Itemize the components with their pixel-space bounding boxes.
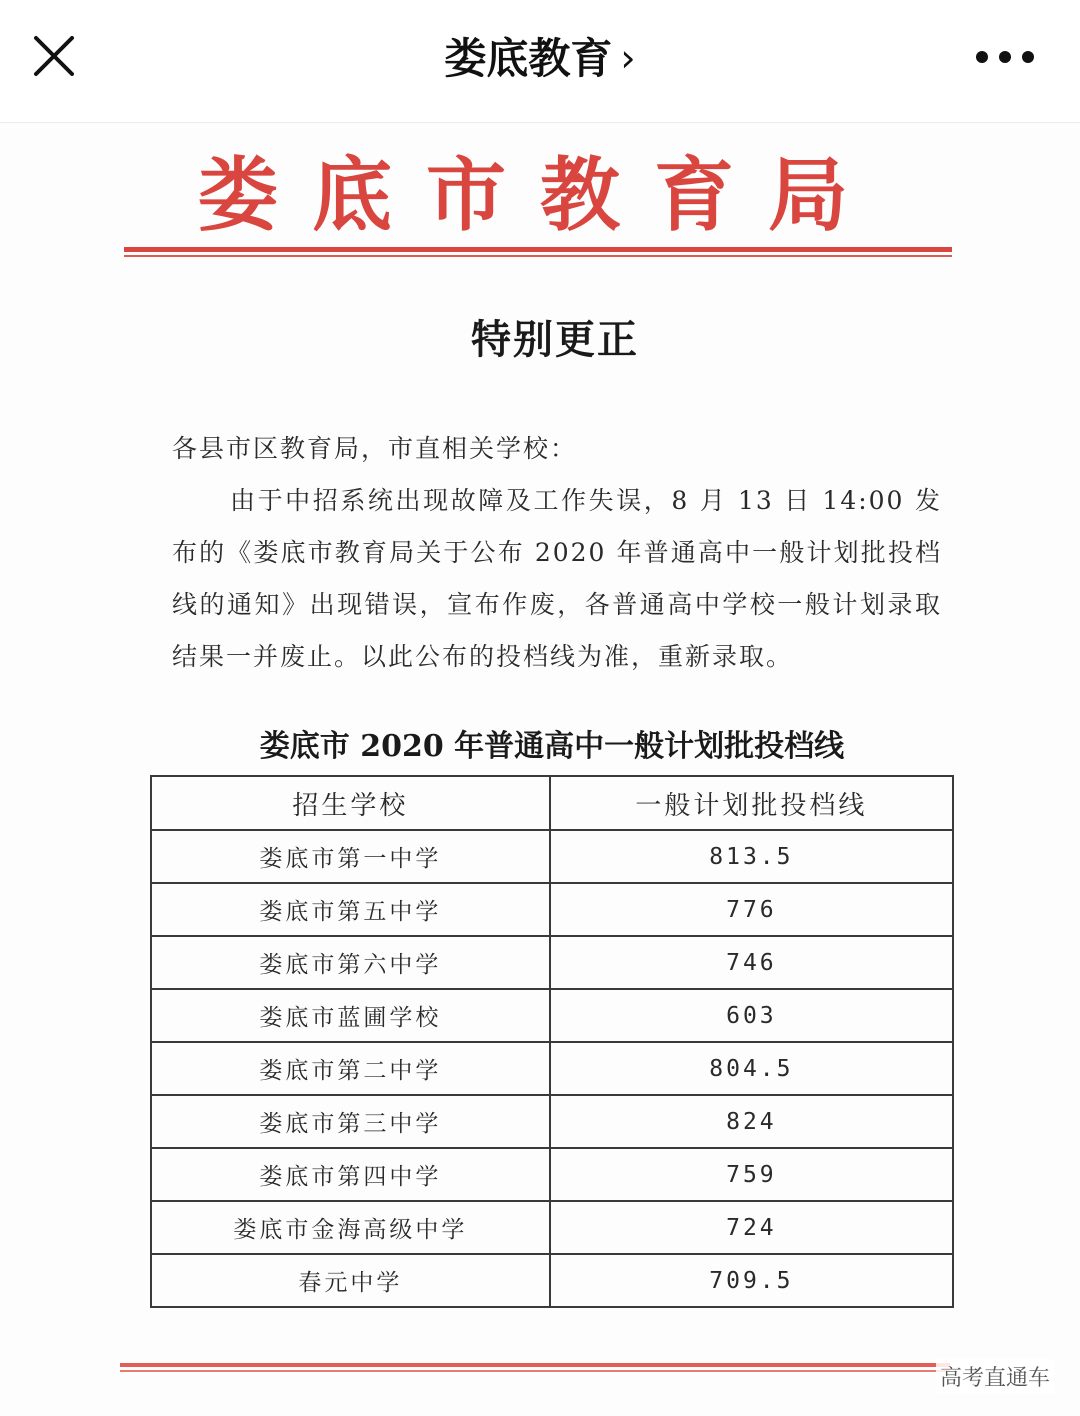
header-school: 招生学校 [151, 776, 550, 830]
score-value: 804.5 [550, 1042, 953, 1095]
school-name: 娄底市第四中学 [151, 1148, 550, 1201]
score-value: 813.5 [550, 830, 953, 883]
red-footer-rule [120, 1363, 950, 1373]
score-value: 724 [550, 1201, 953, 1254]
school-name: 娄底市第三中学 [151, 1095, 550, 1148]
red-header-rule [124, 247, 952, 259]
account-title-link[interactable] [0, 30, 1080, 87]
school-name: 春元中学 [151, 1254, 550, 1307]
salutation: 各县市区教育局，市直相关学校： [172, 434, 578, 463]
table-row [151, 1201, 953, 1254]
admission-score-table [150, 775, 954, 1308]
watermark: 高考直通车 [936, 1359, 1054, 1394]
school-name: 娄底市第五中学 [151, 883, 550, 936]
more-dots-icon[interactable] [974, 44, 1036, 70]
table-row [151, 1148, 953, 1201]
account-name: 娄底教育 [444, 34, 613, 83]
table-row [151, 989, 953, 1042]
header-score: 一般计划批投档线 [550, 776, 953, 830]
score-value: 776 [550, 883, 953, 936]
table-row [151, 830, 953, 883]
document-image [0, 123, 1080, 1416]
table-row [151, 1042, 953, 1095]
school-name: 娄底市蓝圃学校 [151, 989, 550, 1042]
table-row [151, 883, 953, 936]
notice-paragraph: 由于中招系统出现故障及工作失误，8 月 13 日 14:00 发布的《娄底市教育局关于公布 2020 年普通高中一般计划批投档线的通知》出现错误，宣布作废，各普通高中学校一般计划录取结果一并废止。以此公布的投档线为准，重新录取。 [172, 486, 942, 671]
table-row [151, 1095, 953, 1148]
school-name: 娄底市第一中学 [151, 830, 550, 883]
table-title: 娄底市 2020 年普通高中一般计划批投档线 [259, 729, 845, 764]
school-name: 娄底市第二中学 [151, 1042, 550, 1095]
table-header-row [151, 776, 953, 830]
score-value: 603 [550, 989, 953, 1042]
score-value: 709.5 [550, 1254, 953, 1307]
top-navigation-bar [0, 0, 1080, 123]
score-value: 824 [550, 1095, 953, 1148]
table-row [151, 936, 953, 989]
table-row [151, 1254, 953, 1307]
notice-body [172, 423, 942, 683]
agency-header: 娄底市教育局 [198, 148, 882, 242]
chevron-right-icon: › [620, 36, 636, 80]
school-name: 娄底市第六中学 [151, 936, 550, 989]
score-value: 746 [550, 936, 953, 989]
document-title: 特别更正 [471, 316, 639, 363]
score-value: 759 [550, 1148, 953, 1201]
school-name: 娄底市金海高级中学 [151, 1201, 550, 1254]
